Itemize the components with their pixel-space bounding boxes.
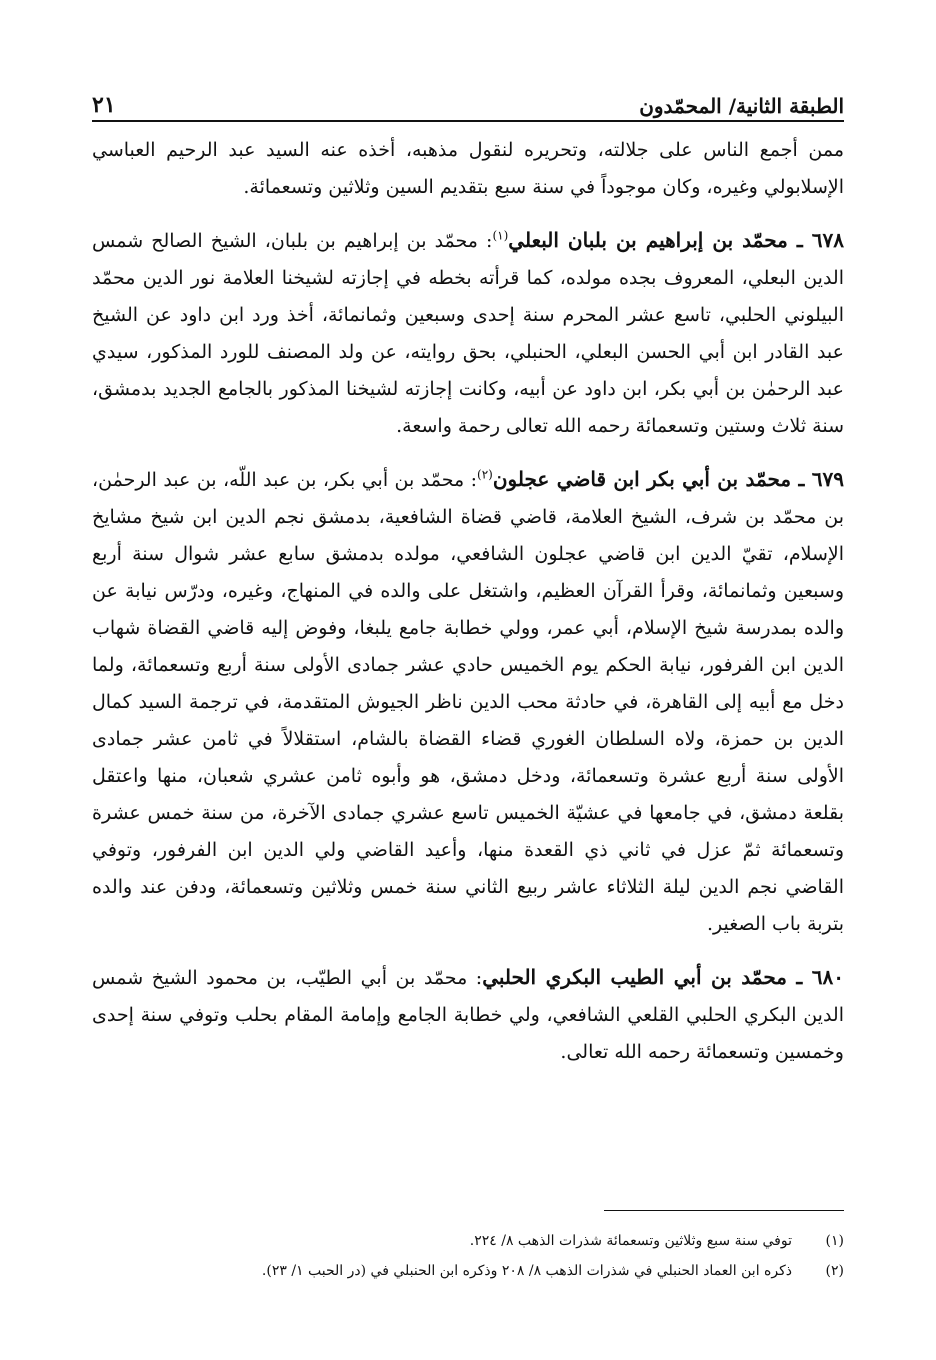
- paragraph-continuation: [92, 132, 844, 206]
- entry-heading: ٦٧٩ ـ محمّد بن أبي بكر ابن قاضي عجلون: [492, 467, 844, 491]
- footnote-number: (١): [825, 1233, 844, 1249]
- page-body: [92, 132, 844, 1071]
- footnote-ref: (٢): [477, 467, 493, 482]
- footnote-divider: [604, 1210, 844, 1211]
- page-header: [92, 84, 844, 118]
- entry-heading: ٦٧٨ ـ محمّد بن إبراهيم بن بلبان البعلي: [508, 228, 844, 252]
- entry-680: [92, 959, 844, 1071]
- entry-heading: ٦٨٠ ـ محمّد بن أبي الطيب البكري الحلبي: [482, 965, 845, 989]
- footnote-text: ذكره ابن العماد الحنبلي في شذرات الذهب ٨/ ٢٠٨ وذكره ابن الحنبلي في (در الحبب ١/ ٢٣).: [261, 1263, 792, 1279]
- header-divider: [92, 120, 844, 122]
- entry-text: : محمّد بن إبراهيم بن بلبان، الشيخ الصالح شمس الدين البعلي، المعروف بجده مولده، كما قرأته بخطه في إجازته لشيخنا العلامة نور الدين محمّد البيلوني الحلبي، تاسع عشر المحرم سنة إحدى وسبعين وثمانمائة، أخذ ورد ابن داود عن الشيخ عبد القادر ابن أبي الحسن البعلي، الحنبلي، بحق روايته، عن ولد المصنف للورد المذكور، سيدي عبد الرحمٰن بن أبي بكر، ابن داود عن أبيه، وكانت إجازته لشيخنا المذكور بالجامع الجديد بدمشق، سنة ثلاث وستين وتسعمائة رحمه الله تعالى رحمة واسعة.: [92, 230, 844, 437]
- footnote-item: [92, 1256, 844, 1286]
- footnotes: [92, 1226, 844, 1286]
- paragraph-text: ممن أجمع الناس على جلالته، وتحريره لنقول مذهبه، أخذه عنه السيد عبد الرحيم العباسي الإسلابولي وغيره، وكان موجوداً في سنة سبع بتقديم السين وثلاثين وتسعمائة.: [92, 139, 844, 198]
- footnote-number: (٢): [825, 1263, 844, 1279]
- running-title: الطبقة الثانية/ المحمّدون: [639, 94, 844, 118]
- footnote-text: توفي سنة سبع وثلاثين وتسعمائة شذرات الذهب ٨/ ٢٢٤.: [469, 1233, 792, 1249]
- page-number: ٢١: [92, 92, 116, 118]
- footnote-item: [92, 1226, 844, 1256]
- entry-678: [92, 222, 844, 445]
- footnote-ref: (١): [492, 228, 509, 243]
- entry-text: : محمّد بن أبي الطيّب، بن محمود الشيخ شمس الدين البكري الحلبي القلعي الشافعي، ولي خطابة الجامع وإمامة المقام بحلب وتوفي سنة إحدى وخمسين وتسعمائة رحمه الله تعالى.: [92, 967, 844, 1063]
- entry-text: : محمّد بن أبي بكر، بن عبد اللّه، بن عبد الرحمٰن، بن محمّد بن شرف، الشيخ العلامة، قاضي قضاة الشافعية، بدمشق نجم الدين ابن شيخ مشايخ الإسلام، تقيّ الدين ابن قاضي عجلون الشافعي، مولده بدمشق سابع عشر شوال سنة أربع وسبعين وثمانمائة، وقرأ القرآن العظيم، واشتغل على والده في المنهاج، وغيره، ودرّس نيابة عن والده بمدرسة شيخ الإسلام، أبي عمر، وولي خطابة جامع يلبغا، وفوض إليه قاضي القضاة شهاب الدين ابن الفرفور، نيابة الحكم يوم الخميس حادي عشر جمادى الأولى سنة أربع وتسعمائة، ولما دخل مع أبيه إلى القاهرة، في حادثة محب الدين ناظر الجيوش المتقدمة، في ترجمة السيد كمال الدين بن حمزة، ولاه السلطان الغوري قضاء القضاة بالشام، استقلالاً في ثامن عشر جمادى الأولى سنة أربع عشرة وتسعمائة، ودخل دمشق، هو وأبوه ثامن عشري شعبان، منها واعتقل بقلعة دمشق، في جامعها في عشيّة الخميس تاسع عشري جمادى الآخرة، من سنة خمس عشرة وتسعمائة ثمّ عزل في ثاني ذي القعدة منها، وأعيد القاضي ولي الدين ابن الفرفور، وتوفي القاضي نجم الدين ليلة الثلاثاء عاشر ربيع الثاني سنة خمس وثلاثين وتسعمائة، ودفن عند والده بتربة باب الصغير.: [92, 469, 844, 935]
- entry-679: [92, 461, 844, 943]
